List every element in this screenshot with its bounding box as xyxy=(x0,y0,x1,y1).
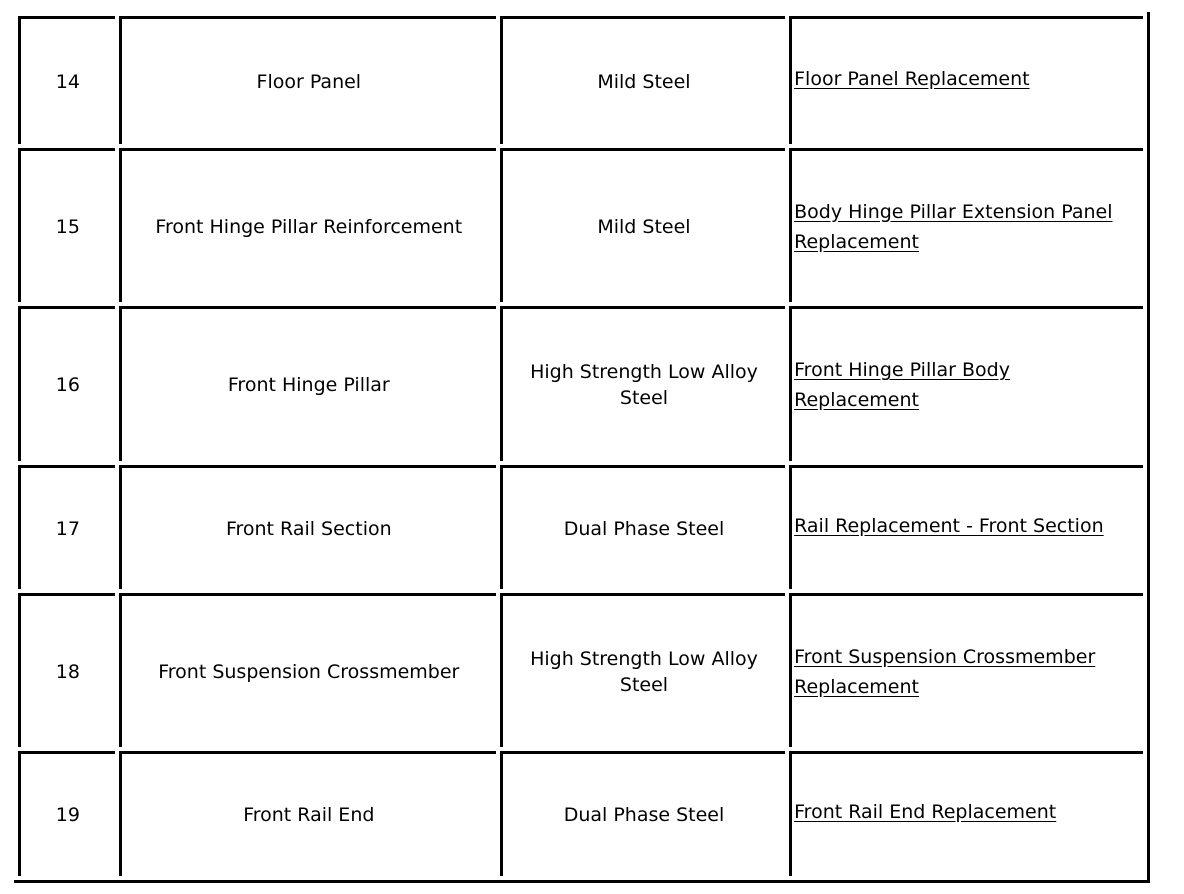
procedure-cell xyxy=(789,593,1143,747)
part-name: Front Rail End xyxy=(119,751,496,876)
procedure-link[interactable]: Floor Panel Replacement xyxy=(794,67,1030,90)
material: Mild Steel xyxy=(500,148,785,302)
parts-table xyxy=(14,12,1150,883)
procedure-cell xyxy=(789,16,1143,144)
part-name: Front Hinge Pillar Reinforcement xyxy=(119,148,496,302)
row-number: 15 xyxy=(18,148,115,302)
procedure-link[interactable]: Rail Replacement - Front Section xyxy=(794,514,1104,537)
part-name: Front Suspension Crossmember xyxy=(119,593,496,747)
procedure-cell xyxy=(789,465,1143,589)
part-name: Front Hinge Pillar xyxy=(119,306,496,461)
row-number: 17 xyxy=(18,465,115,589)
row-number: 16 xyxy=(18,306,115,461)
material: High Strength Low Alloy Steel xyxy=(500,593,785,747)
procedure-cell xyxy=(789,306,1143,461)
material: Dual Phase Steel xyxy=(500,751,785,876)
row-number: 19 xyxy=(18,751,115,876)
material: Mild Steel xyxy=(500,16,785,144)
table-row xyxy=(18,751,1143,876)
table-row xyxy=(18,306,1143,461)
table-row xyxy=(18,16,1143,144)
procedure-cell xyxy=(789,148,1143,302)
material: Dual Phase Steel xyxy=(500,465,785,589)
procedure-link[interactable]: Front Hinge Pillar Body Replacement xyxy=(794,359,1010,411)
table-row xyxy=(18,465,1143,589)
row-number: 14 xyxy=(18,16,115,144)
procedure-link[interactable]: Body Hinge Pillar Extension Panel Replacement xyxy=(794,200,1113,253)
row-number: 18 xyxy=(18,593,115,747)
table-row xyxy=(18,148,1143,302)
procedure-link[interactable]: Front Suspension Crossmember Replacement xyxy=(794,645,1096,698)
procedure-link[interactable]: Front Rail End Replacement xyxy=(794,801,1057,823)
material: High Strength Low Alloy Steel xyxy=(500,306,785,461)
table-row xyxy=(18,593,1143,747)
part-name: Front Rail Section xyxy=(119,465,496,589)
procedure-cell xyxy=(789,751,1143,876)
part-name: Floor Panel xyxy=(119,16,496,144)
